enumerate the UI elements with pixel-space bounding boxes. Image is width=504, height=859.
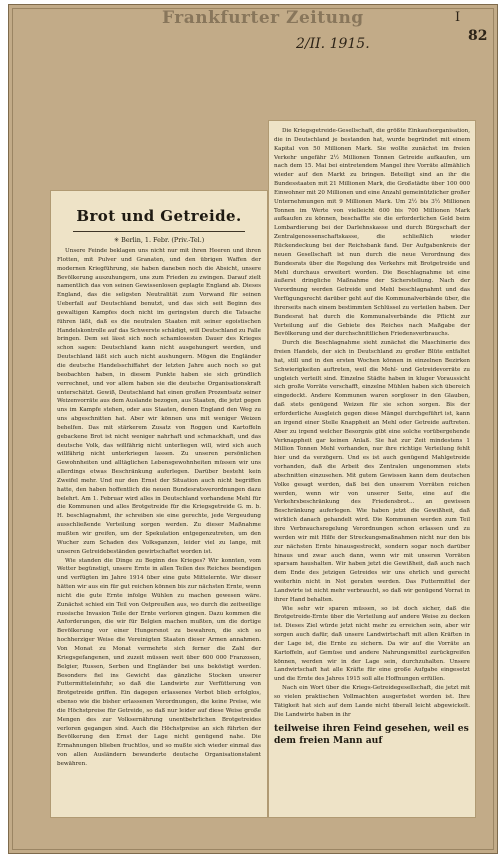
right-paragraph-1: Die Kriegsgetreide-Gesellschaft, die größte Einkaufsorganisation, die in Deutschland je bestanden hat, wurde begründet mit einem Kapital von 50 Millionen Mark. Sie wollte zunächst im freien Verkehr ungefähr 2½ Millionen Tonnen Getreide aufkaufen, um nach dem 15. Mai bei eintretendem Mangel ihre Vorräte allmählich wieder auf den Markt zu bringen. Beteiligt sind an ihr die Bundesstaaten mit 21 Millionen Mark, die Großstädte über 100 000 Einwohner mit 20 Millionen und eine Anzahl gemeinützlicher großer Unternehmungen mit 9 Millionen Mark. Um 2½ bis 3½ Millionen Tonnen im Werte von vielleicht 600 bis 700 Millionen Mark aufkaufen zu können, beschaffte sie die erforderlichen Geld beim Lombardierung bei der Darlehnskasse und durch Bürgschaft der Zentralgenossenschaftskasse, die schließlich wieder Rückendeckung bei der Reichsbank fand. Der Aufgabenkreis der neuen Gesellschaft ist nun durch die neue Verordnung des Bundesrats über die Regelung des Verkehrs mit Brotgetreide und Mehl durchaus erweitert worden. Die Beschlagnahme ist eine äußerst dringliche Maßnahme der Sicherstellung. Nach der Verordnung werden Getreide und Mehl beschlagnahmt und das Verfügungsrecht darüber geht auf die Kommunalverbände über, die ihrerseits nach einem bestimmten Schlüssel zu verteilen haben. Der Bundesrat hat durch die Kommunalverbände die Pflicht zur Verteilung auf die Gebiete des Reiches nach Maßgabe der Bevölkerung und der durchschnittlichen Friedensverbrauchs. <box>274 128 470 338</box>
headline-rule <box>73 231 245 232</box>
clipping-left-column <box>50 190 268 818</box>
left-paragraph-1: Unsere Feinde beklagen uns nicht nur mit ihren Heeren und ihren Flotten, mit Pulver und Granaten, und den übrigen Waffen der modernen Kriegführung, sie haben daneben noch die Absicht, unsere Bevölkerung auszuhungern, uns zum Frieden zu zwingen. Darauf zielt namentlich das von seinen Gewissenlosen geplagte England ab. Dieses England, das die seligsten Neutralität zum Vorwand für seinen Ueberfall auf Deutschland benutzt, und das sich seit Beginn des gewaltigen Kampfes doch nicht im geringsten durch die Tatsache führen läßt, daß es die neutralen Staaten mit seiner egoistischen Handelskontrolle auf das Schwerste schädigt, will Deutschland zu Falle bringen. Dem sei lässt sich noch schamlosesten Dauer des Krieges schon sagen: Deutschland kann nicht ausgehungert werden, und Deutschland läßt sich auch nicht aushungern. Mögen die Engländer die deutsche Handelsschiffahrt der letzten Jahre auch noch so gut beobachten haben, in diesem Punkte haben sie sich gründlich verrechnet, und vor allem haben sie die deutsche Organisationskraft unterschätzt. Gewiß, Deutschland hat einen großen Prozentsatz seiner Weizenvorräte aus dem Auslande bezogen, aus Staaten, die jetzt gegen uns im Kampfe stehen, oder aus Staaten, denen England den Weg zu uns abgeschnitten hat. Aber wir können uns mit weniger Weizen behelfen. Das mit stärkerem Zusatz von Roggen und Kartoffeln gebackene Brot ist nicht weniger nahrhaft und schmackhaft, und das deutsche Volk, das willfährig nicht unterliegen will, wird sich auch willfährig nicht unterkriegen lassen. Zu unseren persönlichen Gewohnheiten und alltäglichen Lebensgewohnheiten müssen wir uns allerdings etwas Beschränkung auferlegen. Darüber besteht kein Zweifel mehr. Und nur den Ernst der Situation auch nicht begriffen hatte, den haben hoffentlich die neuen Bundesratsverordnungen dazu belehrt. Am 1. Februar wird alles in Deutschland vorhandene Mehl für die Kommunen und alles Brotgetreide für die Kriegsgetreide G. m. b. H. beschlagnahmt, ihr schreiben sie eine gerechte, jede Vergeudung ausschließende Verteilung sorgen werden. Zu dieser Maßnahme mußten wir greifen, um der Spekulation entgegenzutreten, um den Wucher zum Schaden des Volksganzen, leider viel zu lange, mit unseren Getreidebeständen gewirtschaftet worden ist. <box>57 248 261 555</box>
closing-bold-line: teilweise ihren Feind gesehen, weil es dem freien Mann auf <box>274 722 469 746</box>
newspaper-stamp: Frankfurter Zeitung <box>162 8 364 28</box>
right-paragraph-3: Wie sehr wir sparen müssen, so ist doch sicher, daß die Brotgetreide-Ernte über die Verteilung auf andere Weise zu decken ist. Dieses Ziel würde jetzt nicht mehr zu erreichen sein, aber wir sorgen auch dafür, daß unsere Landwirtschaft mit allen Kräften in der Lage ist, die Ernte zu sichern. Da wir auf die Vorräte an Kartoffeln, auf Gemüse und andere Nahrungsmittel zurückgreifen können, werden wir in der Lage sein, durchzuhalten. Unsere Landwirtschaft hat alle Kräfte für eine große Aufgabe eingesetzt und die Ernte des Jahres 1915 soll alle Hoffnungen erfüllen. <box>274 605 470 683</box>
right-paragraph-4: Nach ein Wort über die Kriegs-Getreidegesellschaft, die jetzt mit so vielen praktischen Vollmachten ausgerüstet worden ist. Ihre Tätigkeit hat sich auf dem Lande nicht überall leicht abgewickelt. Die Landwirte haben in ihr <box>274 685 470 718</box>
page-number: 82 <box>468 28 488 44</box>
handwritten-date: 2/II. 1915. <box>296 36 370 52</box>
left-paragraph-2: Wie standen die Dinge zu Beginn des Krieges? Wir konnten, vom Wetter begünstigt, unsere Ernte in allen Teilen des Reiches beendigen und verfügten im Jahre 1914 über eine gute Mittelernte. Wir dieser hätten wir aus ein für gut reichen können bis zur nächsten Ernte, wenn nicht die gute Ernte infolge Wühlen zu machen gewesen wäre. Zunächst schied ein Teil von Ostpreußen aus, wo durch die zeitweilige russische Invasion Teile der Ernte verloren gingen. Dazu kommen die Anforderungen, die wir für Belgien machen mußten, um die dortige Bevölkerung vor einer Hungersnot zu bewahren, die sich so hochherziger Weise die Vereinigten Staaten dieser Armen annahmen. Von Monat zu Monat vermehrte sich ferner die Zahl der Kriegsgefangenen, und zuzeit müssen weit über 600 000 Franzosen, Belgier, Russen, Serben und Engländer bei uns beköstigt werden. Besonders fiel ins Gewicht das gänzliche Stocken unserer Futtermitteleinfuhr, so daß die Landwirte zur Verfütterung von Brotgetreide griffen. Ein dagegen erlassenes Verbot blieb erfolglos, ebenso wie die bisher erlassenen Verordnungen, die keine Preise, wie die Höchstpreise für Getreide, so daß nur leider auf diese Weise große Mengen des zur Volksernährung unentbehrlichen Brotgetreides verloren gegangen sind. Auch die Höchstpreise an sich führten der Bevölkerung den Ernst der Lage nicht genügend nahe. Die Ermahnungen blieben fruchtlos, und so mußte sich wieder einmal das von allen Ausländern bewunderte deutsche Organisationstalent bewähren. <box>57 557 261 767</box>
clipping-right-column <box>268 120 476 818</box>
right-paragraph-2: Durch die Beschlagnahme sieht zunächst die Maschinerie des freien Handels, der sich in Deutschland zu großer Blüte entfaltet hat, still und in den ersten Wochen können in einzelnen Bezirken Schwierigkeiten auftreten, weil die Mehl- und Getreidevorräte zu ungleich verteilt sind. Einzelne Städte haben in kluger Voraussicht sich große Vorräte verschafft, einzelne Mühlen haben sich übereich eingedeckt. Andere Kommunen waren sorgloser in den Glauben, daß stets genügend Weizen für sie schon sorgen. Bis der erforderliche Ausgleich gegen diese Mängel durchgeführt ist, kann an irgend einer Stelle Knappheit an Mehl oder Getreide auftreten. Aber zu irgend welcher Besorgnis gibt eine solche vorübergehende Verknappheit gar keinen Anlaß. Sie hat zur Zeit mindestens 1 Million Tonnen Mehl vorhanden, nur ihre richtige Verteilung fehlt hier und da verzögern. Und es ist auch genügend Mahlgetreide vorhanden, daß die Arbeit des Zentralen ungenommen stets abschnitten einzusehen. Mit gutem Gewissen kann dem deutschen Volke gesagt werden, daß bei den unserem Vorräten reichen werden, wenn wir von unserer Seite, eine auf die Verkehrsbeschränkung des Friedensbrot... an gewissen Beschränkung auferlegen. Wie haben jetzt die Gewißheit, daß wirklich danach gehandelt wird. Die Kommunen werden zum Teil ihre Verbrauchsregelung Verordnungen schon erlassen und zu werden wir mit Hilfe der Streckungsmaßnahmen nicht nur den bis zur nächsten Ernte hinausgestreckt, sondern sogar noch darüber hinaus und zwar auch dann, wenn wir mit unseren Vorräten sparsam haushalten. Wir haben jetzt die Gewißheit, daß auch nach dem Ende des jetzigen Getreides wir uns ehrlich und gerecht weiterhin nicht in Not geraten werden. Das Futtermittel der Landwirte ist nicht mehr verbraucht, so daß wir genügend Vorrat in ihrer Hand behalten. <box>274 340 470 603</box>
article-dateline: ✳ Berlin, 1. Febr. (Priv.-Tel.) <box>113 236 205 244</box>
roman-numeral: I <box>455 10 461 25</box>
article-headline: Brot und Getreide. <box>76 207 242 225</box>
